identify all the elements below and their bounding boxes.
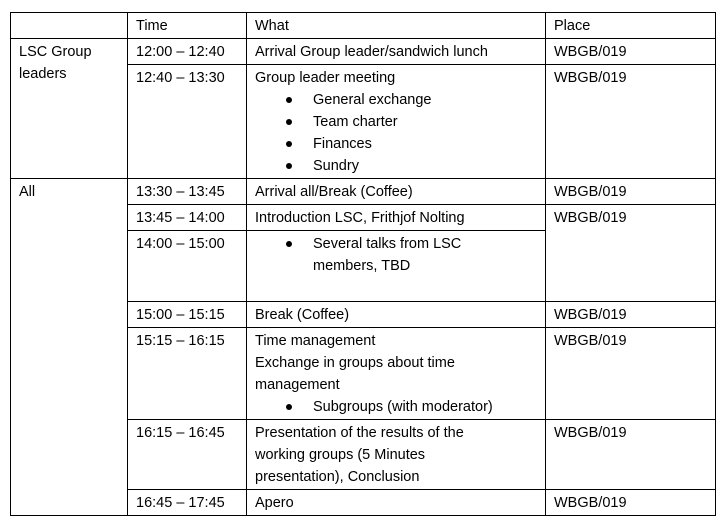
what-text: Group leader meeting [255, 70, 396, 86]
schedule-table [10, 12, 716, 516]
group-cell-all: All [11, 179, 128, 516]
table-row [11, 179, 716, 205]
what-cell: Arrival all/Break (Coffee) [247, 179, 546, 205]
place-cell: WBGB/019 [546, 420, 716, 490]
place-cell: WBGB/019 [546, 490, 716, 516]
header-group-cell [11, 13, 128, 39]
list-item: General exchange [313, 89, 537, 111]
what-text: Time management [255, 333, 376, 349]
header-time-cell: Time [128, 13, 247, 39]
what-cell [247, 231, 546, 302]
place-cell: WBGB/019 [546, 65, 716, 179]
what-text: working groups (5 Minutes [255, 447, 426, 463]
group-label-line: LSC Group [19, 44, 92, 60]
list-item: Subgroups (with moderator) [313, 396, 537, 418]
header-what-cell: What [247, 13, 546, 39]
list-item: Team charter [313, 111, 537, 133]
place-cell: WBGB/019 [546, 205, 716, 302]
time-cell: 12:40 – 13:30 [128, 65, 247, 179]
bullet-line: members, TBD [313, 258, 411, 274]
time-cell: 15:15 – 16:15 [128, 328, 247, 420]
what-text: presentation), Conclusion [255, 469, 420, 485]
what-cell: Arrival Group leader/sandwich lunch [247, 39, 546, 65]
list-item: Finances [313, 133, 537, 155]
time-cell: 12:00 – 12:40 [128, 39, 247, 65]
group-cell-leaders [11, 39, 128, 179]
time-cell: 13:30 – 13:45 [128, 179, 247, 205]
time-cell: 15:00 – 15:15 [128, 302, 247, 328]
what-cell [247, 65, 546, 179]
place-cell: WBGB/019 [546, 39, 716, 65]
bullet-list [255, 396, 537, 418]
what-cell: Break (Coffee) [247, 302, 546, 328]
list-item: Sundry [313, 155, 537, 177]
list-item [313, 233, 537, 277]
place-cell: WBGB/019 [546, 328, 716, 420]
group-label-line: leaders [19, 66, 67, 82]
bullet-line: Several talks from LSC [313, 236, 462, 252]
time-cell: 14:00 – 15:00 [128, 231, 247, 302]
time-cell: 16:15 – 16:45 [128, 420, 247, 490]
what-cell: Apero [247, 490, 546, 516]
table-row [11, 39, 716, 65]
time-cell: 16:45 – 17:45 [128, 490, 247, 516]
what-cell [247, 328, 546, 420]
header-row [11, 13, 716, 39]
time-cell: 13:45 – 14:00 [128, 205, 247, 231]
what-text: Exchange in groups about time [255, 355, 455, 371]
bullet-list [255, 89, 537, 177]
what-cell: Introduction LSC, Frithjof Nolting [247, 205, 546, 231]
place-cell: WBGB/019 [546, 302, 716, 328]
what-text: management [255, 377, 340, 393]
header-place-cell: Place [546, 13, 716, 39]
what-cell [247, 420, 546, 490]
what-text: Presentation of the results of the [255, 425, 464, 441]
bullet-list [255, 233, 537, 277]
place-cell: WBGB/019 [546, 179, 716, 205]
